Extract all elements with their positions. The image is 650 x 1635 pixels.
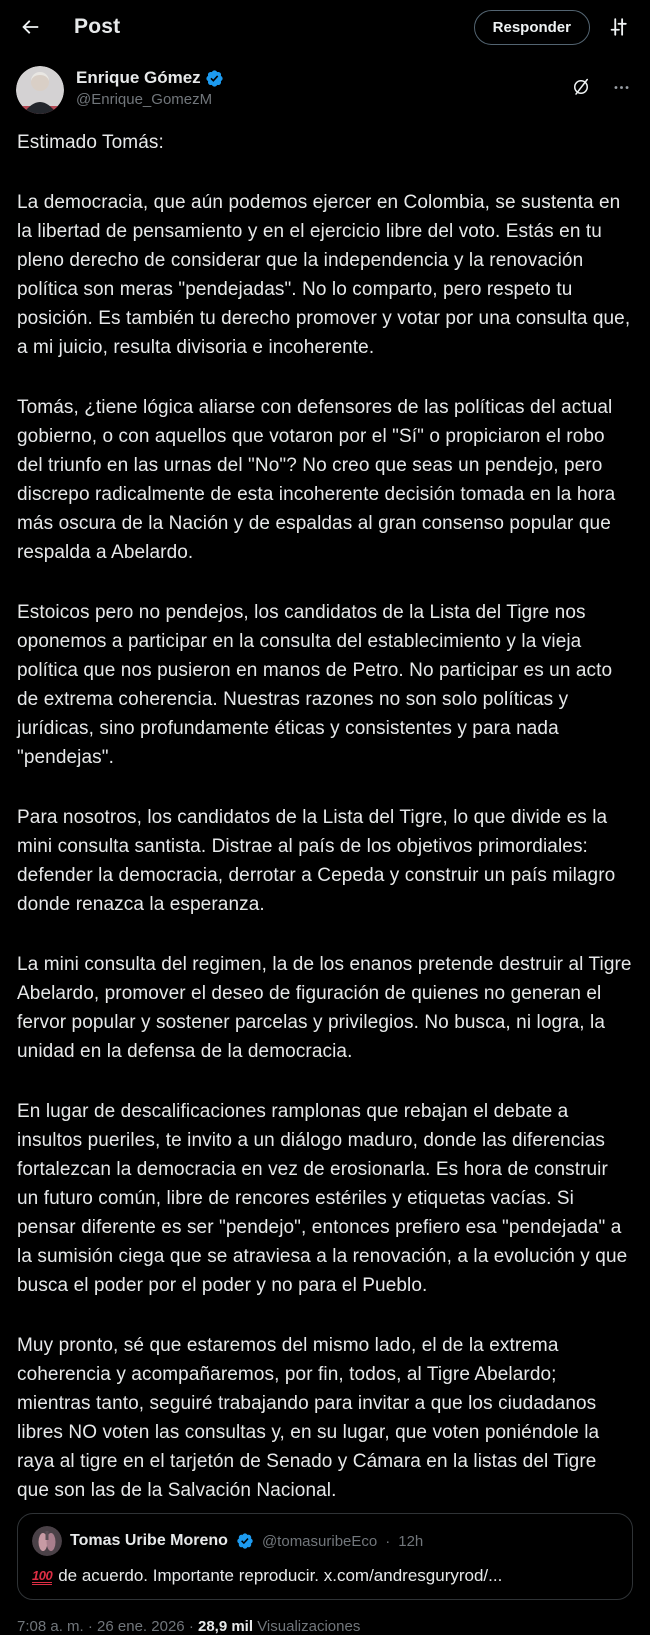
quoted-separator: · <box>385 1532 391 1550</box>
quoted-author-avatar[interactable] <box>32 1526 62 1556</box>
author-name[interactable]: Enrique Gómez <box>76 68 201 87</box>
hundred-points-emoji: 100 <box>32 1567 53 1583</box>
author-row <box>0 54 650 114</box>
post-paragraph: Estimado Tomás: <box>17 132 164 153</box>
post-paragraph: La mini consulta del regimen, la de los enanos pretende destruir al Tigre Abelardo, promover el deseo de figuración de quienes no generan el fervor popular y sostener parcelas y privilegios. No busca, ni logra, la unidad en la defensa de la democracia. <box>17 954 632 1062</box>
author-avatar[interactable] <box>16 66 64 114</box>
top-bar <box>0 0 650 54</box>
quoted-post-text: de acuerdo. Importante reproducir. x.com/andresguryrod/... <box>58 1566 503 1585</box>
quoted-author-handle[interactable]: @tomasuribeEco <box>261 1532 378 1550</box>
back-button[interactable] <box>12 9 48 45</box>
post-time: 7:08 a. m. <box>17 1618 84 1635</box>
timeline-settings-button[interactable] <box>600 9 636 45</box>
quoted-post-card[interactable] <box>17 1513 633 1600</box>
author-avatar-image <box>16 66 64 114</box>
grok-icon <box>571 77 591 97</box>
reply-button[interactable]: Responder <box>474 10 590 45</box>
author-name-line <box>76 68 224 88</box>
quoted-author-avatar-image <box>32 1526 62 1556</box>
post-paragraph: Para nosotros, los candidatos de la Lista del Tigre, lo que divide es la mini consulta santista. Distrae al país de los objetivos primordiales: defender la democracia, derrotar a Cepeda y construir un país milagro donde renazca la esperanza. <box>17 807 616 915</box>
post-paragraph: La democracia, que aún podemos ejercer en Colombia, se sustenta en la libertad de pensamiento y en el ejercicio libre del voto. Estás en tu pleno derecho de considerar que la independencia y la renovación política son meras "pendejadas". No lo comparto, pero respeto tu posición. Es también tu derecho promover y votar por una consulta que, a mi juicio, resulta divisoria e incoherente. <box>17 192 631 358</box>
post-date: 26 ene. 2026 <box>97 1618 185 1635</box>
post-paragraph: Estoicos pero no pendejos, los candidatos de la Lista del Tigre nos oponemos a participar en la consulta del establecimiento y la vieja política que nos pusieron en manos de Petro. No participar es un acto de extrema coherencia. Nuestras razones no son solo políticas y jurídicas, sino profundamente éticas y consistentes y para nada "pendejas". <box>17 602 613 768</box>
sliders-icon <box>607 16 629 38</box>
quoted-timestamp: 12h <box>398 1532 424 1550</box>
post-paragraph: Tomás, ¿tiene lógica aliarse con defensores de las políticas del actual gobierno, o con aquellos que votaron por el "Sí" o propiciaron el robo del triunfo en las urnas del "No"? No creo que seas un pendejo, pero discrepo radicalmente de esta incoherente decisión tomada en la hora más oscura de la Nación y de espaldas al gran consenso popular que respalda a Abelardo. <box>17 397 616 563</box>
author-handle[interactable]: @Enrique_GomezM <box>76 91 213 108</box>
more-button[interactable] <box>608 74 634 100</box>
author-meta <box>76 66 224 108</box>
quoted-post-text-line <box>32 1564 618 1587</box>
back-arrow-icon <box>19 16 41 38</box>
post-meta-footer <box>0 1600 650 1635</box>
page-title: Post <box>74 15 121 38</box>
meta-separator: · <box>188 1618 194 1635</box>
more-ellipsis-icon <box>612 78 631 97</box>
post-paragraph: Muy pronto, sé que estaremos del mismo lado, el de la extrema coherencia y acompañaremos, por fin, todos, al Tigre Abelardo; mientras tanto, seguiré trabajando para invitar a que los ciudadanos libres NO voten las consultas y, en su lugar, que voten poniéndole la raya al tigre en el tarjetón de Senado y Cámara en la listas del Tigre que son las de la Salvación Nacional. <box>17 1335 600 1501</box>
post-text <box>0 114 650 1505</box>
meta-separator: · <box>87 1618 93 1635</box>
grok-button[interactable] <box>568 74 594 100</box>
quoted-author-name[interactable]: Tomas Uribe Moreno <box>70 1532 228 1549</box>
verified-badge-icon <box>205 69 224 88</box>
post-paragraph: En lugar de descalificaciones ramplonas que rebajan el debate a insultos pueriles, te invito a un diálogo maduro, donde las diferencias fortalezcan la democracia en vez de erosionarla. Es hora de construir un futuro común, libre de rencores estériles y etiquetas vacías. Si pensar diferente es ser "pendejo", entonces prefiero esa "pendejada" a la sumisión ciega que se atraviesa a la renovación, a la evolución y que busca el poder por el poder y no para el Pueblo. <box>17 1101 628 1296</box>
views-label: Visualizaciones <box>257 1618 361 1635</box>
views-count[interactable]: 28,9 mil <box>197 1618 254 1635</box>
author-actions <box>568 66 634 100</box>
quoted-post-header <box>32 1526 618 1556</box>
quoted-verified-badge-icon <box>236 1532 254 1550</box>
